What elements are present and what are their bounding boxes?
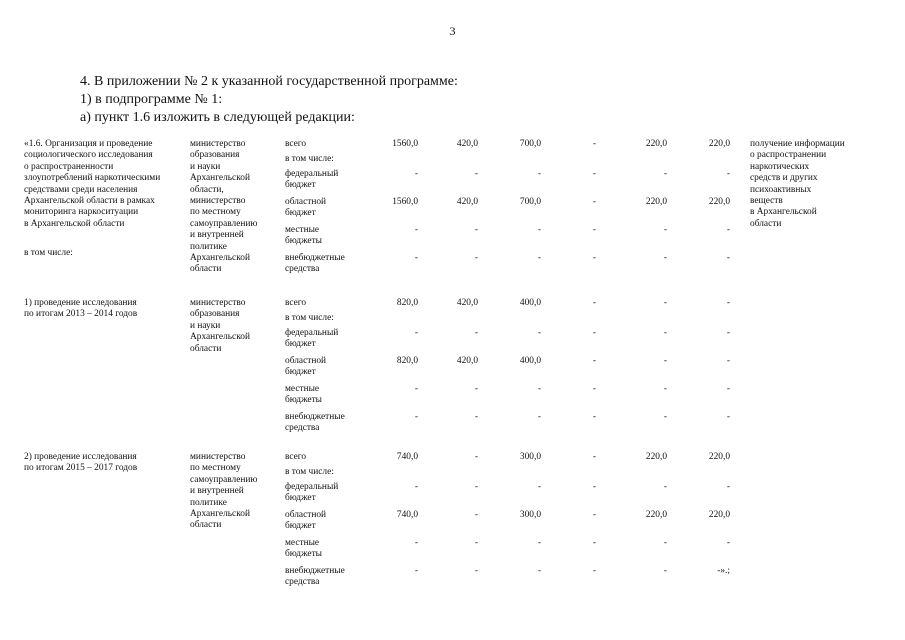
value-cell: - [474, 225, 478, 235]
funding-source: местные бюджеты [285, 538, 322, 560]
value-cell: - [474, 510, 478, 520]
value-cell: - [474, 169, 478, 179]
value-cell: - [474, 328, 478, 338]
value-cell: 220,0 [645, 139, 667, 149]
funding-source: внебюджетные средства [285, 412, 345, 434]
value-cell: - [663, 225, 667, 235]
value-cell: - [414, 253, 418, 263]
value-cell: - [592, 253, 596, 263]
value-cell: 220,0 [708, 510, 730, 520]
value-cell: - [726, 298, 730, 308]
value-cell: - [592, 482, 596, 492]
executor-cell: министерство образования и науки Архангельской области, министерство по местному самоуправлению и внутренней политике Архангельской области [190, 139, 258, 275]
funding-source: внебюджетные средства [285, 253, 345, 275]
value-cell: - [726, 169, 730, 179]
measure-name: 1) проведение исследования по итогам 2013 – 2014 годов [24, 298, 138, 320]
funding-source: федеральный бюджет [285, 169, 339, 191]
value-cell: 740,0 [396, 452, 418, 462]
funding-source: федеральный бюджет [285, 328, 339, 350]
funding-source: областной бюджет [285, 510, 327, 532]
value-cell: - [592, 139, 596, 149]
value-cell: 820,0 [396, 298, 418, 308]
value-cell: - [592, 356, 596, 366]
value-cell: - [663, 253, 667, 263]
value-cell: - [474, 384, 478, 394]
value-cell: - [414, 169, 418, 179]
value-cell: 220,0 [645, 452, 667, 462]
value-cell: - [414, 538, 418, 548]
value-cell: 740,0 [396, 510, 418, 520]
funding-source: всего [285, 139, 307, 149]
value-cell: - [414, 328, 418, 338]
value-cell: - [726, 356, 730, 366]
value-cell: - [663, 356, 667, 366]
value-cell: 400,0 [519, 356, 541, 366]
value-cell: - [592, 298, 596, 308]
funding-source: всего [285, 452, 307, 462]
value-cell: 300,0 [519, 452, 541, 462]
heading-line-3: а) пункт 1.6 изложить в следующей редакции: [80, 110, 355, 125]
value-cell: - [414, 482, 418, 492]
funding-source: в том числе: [285, 154, 334, 164]
value-cell: 700,0 [519, 197, 541, 207]
value-cell: 220,0 [708, 452, 730, 462]
value-cell: - [474, 452, 478, 462]
value-cell: - [474, 253, 478, 263]
value-cell: - [726, 538, 730, 548]
measure-name: 2) проведение исследования по итогам 2015 – 2017 годов [24, 452, 138, 474]
funding-source: всего [285, 298, 307, 308]
executor-cell: министерство по местному самоуправлению и внутренней политике Архангельской области [190, 452, 258, 531]
value-cell: - [592, 538, 596, 548]
value-cell: - [592, 169, 596, 179]
value-cell: - [726, 384, 730, 394]
value-cell: - [726, 482, 730, 492]
funding-source: в том числе: [285, 313, 334, 323]
value-cell: 220,0 [645, 197, 667, 207]
value-cell: - [414, 225, 418, 235]
value-cell: - [592, 566, 596, 576]
value-cell: 420,0 [456, 298, 478, 308]
measure-subtitle: в том числе: [24, 248, 73, 258]
value-cell: 1560,0 [392, 139, 418, 149]
value-cell: 420,0 [456, 356, 478, 366]
value-cell: 220,0 [708, 197, 730, 207]
funding-source: внебюджетные средства [285, 566, 345, 588]
value-cell: - [474, 412, 478, 422]
value-cell: - [592, 384, 596, 394]
value-cell: - [537, 482, 541, 492]
value-cell: - [537, 169, 541, 179]
value-cell: 220,0 [645, 510, 667, 520]
value-cell: - [537, 328, 541, 338]
value-cell: - [663, 566, 667, 576]
value-cell: - [726, 328, 730, 338]
value-cell: - [663, 169, 667, 179]
value-cell: 220,0 [708, 139, 730, 149]
value-cell: - [592, 225, 596, 235]
value-cell: - [474, 482, 478, 492]
value-cell: 700,0 [519, 139, 541, 149]
value-cell: - [537, 412, 541, 422]
value-cell: 1560,0 [392, 197, 418, 207]
value-cell: 820,0 [396, 356, 418, 366]
funding-source: в том числе: [285, 467, 334, 477]
value-cell: 420,0 [456, 139, 478, 149]
measure-name: «1.6. Организация и проведение социологического исследования о распространенности злоупотреблений наркотическими средствами среди населения Архангельской области в рамках мониторинга наркоситуации в Архангельской области [24, 139, 161, 229]
value-cell: - [663, 298, 667, 308]
value-cell: - [592, 510, 596, 520]
executor-cell: министерство образования и науки Архангельской области [190, 298, 250, 354]
value-cell: - [537, 538, 541, 548]
value-cell: - [726, 412, 730, 422]
value-cell: - [663, 384, 667, 394]
funding-source: местные бюджеты [285, 384, 322, 406]
value-cell: - [663, 538, 667, 548]
heading-line-2: 1) в подпрограмме № 1: [80, 92, 223, 107]
funding-source: областной бюджет [285, 197, 327, 219]
value-cell: - [726, 225, 730, 235]
value-cell: - [537, 253, 541, 263]
funding-source: федеральный бюджет [285, 482, 339, 504]
value-cell: - [592, 197, 596, 207]
value-cell: - [663, 412, 667, 422]
value-cell: - [414, 566, 418, 576]
value-cell: - [663, 328, 667, 338]
value-cell: - [414, 412, 418, 422]
value-cell: 400,0 [519, 298, 541, 308]
value-cell: - [663, 482, 667, 492]
heading-line-1: 4. В приложении № 2 к указанной государственной программе: [80, 74, 458, 89]
value-cell: 300,0 [519, 510, 541, 520]
value-cell: 420,0 [456, 197, 478, 207]
value-cell: -».; [717, 566, 730, 576]
value-cell: - [592, 412, 596, 422]
value-cell: - [537, 225, 541, 235]
value-cell: - [474, 566, 478, 576]
value-cell: - [726, 253, 730, 263]
value-cell: - [474, 538, 478, 548]
value-cell: - [592, 328, 596, 338]
funding-source: областной бюджет [285, 356, 327, 378]
value-cell: - [537, 566, 541, 576]
value-cell: - [414, 384, 418, 394]
value-cell: - [537, 384, 541, 394]
funding-source: местные бюджеты [285, 225, 322, 247]
value-cell: - [592, 452, 596, 462]
page-number: 3 [449, 24, 456, 38]
result-cell: получение информации о распространении наркотических средств и других психоактивных веществ в Архангельской области [750, 139, 845, 229]
